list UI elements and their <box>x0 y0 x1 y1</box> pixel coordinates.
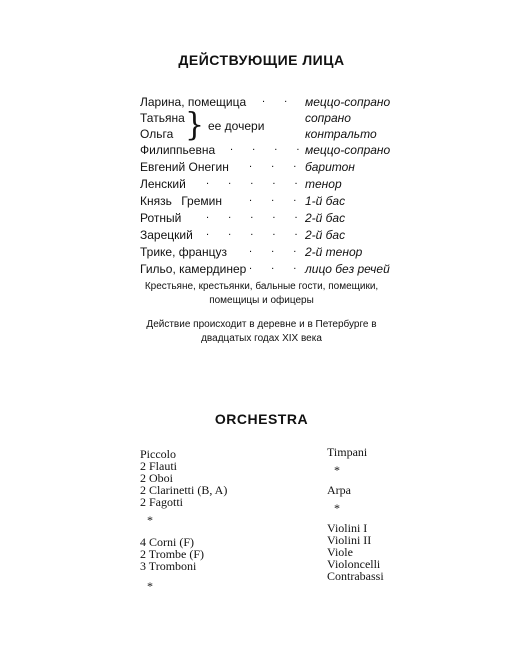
instrument: Violini I <box>327 521 368 535</box>
asterisk-separator: * <box>147 513 153 527</box>
instrument: Violini II <box>327 533 372 547</box>
instrument: 2 Trombe (F) <box>140 547 205 561</box>
cast-voice: 1-й бас <box>305 194 346 208</box>
cast-voice: сопрано <box>305 111 351 125</box>
cast-dots: . . . <box>249 192 305 204</box>
cast-name: Ларина, помещица <box>140 95 247 109</box>
setting-note <box>0 318 523 346</box>
instrument: 2 Oboi <box>140 471 173 485</box>
orchestra-right-column <box>327 446 384 582</box>
cast-voice: лицо без речей <box>305 262 390 276</box>
setting-note-line: Действие происходит в деревне и в Петербурге в <box>146 319 377 330</box>
cast-voice: меццо-сопрано <box>305 95 391 109</box>
cast-dots: . . . <box>249 243 305 255</box>
asterisk-separator: * <box>147 579 153 593</box>
cast-name: Гильо, камердинер <box>140 262 247 276</box>
instrument: Arpa <box>327 483 351 497</box>
cast-dots: . . . . . <box>206 175 306 187</box>
brace-symbol: } <box>185 107 205 144</box>
cast-dots: . . <box>262 93 296 105</box>
cast-voice: тенор <box>305 177 342 191</box>
instrument: Violoncelli <box>327 557 381 571</box>
cast-name: Ротный <box>140 211 182 225</box>
instrument: 2 Flauti <box>140 459 178 473</box>
instrument: 2 Fagotti <box>140 495 184 509</box>
cast-voice: меццо-сопрано <box>305 143 391 157</box>
instrument: Contrabassi <box>327 569 384 583</box>
cast-name: Евгений Онегин <box>140 160 229 174</box>
cast-name: Филиппьевна <box>140 143 216 157</box>
chorus-note-line: помещицы и офицеры <box>209 295 314 306</box>
chorus-note <box>0 280 523 308</box>
cast-dots: . . . . . <box>206 226 306 238</box>
instrument: 2 Clarinetti (B, A) <box>140 483 228 497</box>
instrument: Timpani <box>327 445 368 459</box>
asterisk-separator: * <box>334 501 340 515</box>
cast-dots: . . . <box>249 158 305 170</box>
cast-name: Ленский <box>140 177 186 191</box>
cast-voice: 2-й бас <box>305 211 346 225</box>
chorus-note-line: Крестьяне, крестьянки, бальные гости, помещики, <box>144 281 379 292</box>
cast-name: Зарецкий <box>140 228 193 242</box>
instrument: 4 Corni (F) <box>140 535 194 549</box>
cast-name: Князь Гремин <box>140 194 222 208</box>
instrument: Piccolo <box>140 447 176 461</box>
cast-relation: ее дочери <box>208 119 265 133</box>
cast-name: Трике, француз <box>140 245 227 259</box>
cast-dots: . . . <box>249 260 305 272</box>
setting-note-line: двадцатых годах XIX века <box>201 333 322 344</box>
cast-title: ДЕЙСТВУЮЩИЕ ЛИЦА <box>178 52 345 68</box>
cast-voice: 2-й тенор <box>305 245 363 259</box>
cast-voice: 2-й бас <box>305 228 346 242</box>
cast-dots: . . . . . <box>206 209 306 221</box>
instrument: Viole <box>327 545 353 559</box>
cast-voice: баритон <box>305 160 355 174</box>
cast-voice: контральто <box>305 127 377 141</box>
cast-row <box>140 262 400 280</box>
asterisk-separator: * <box>334 463 340 477</box>
cast-name: Ольга <box>140 127 174 141</box>
cast-name: Татьяна <box>140 111 185 125</box>
instrument: 3 Tromboni <box>140 559 197 573</box>
cast-dots: . . . . <box>230 141 308 153</box>
orchestra-left-column <box>140 448 227 592</box>
orchestra-title: ORCHESTRA <box>214 411 309 427</box>
